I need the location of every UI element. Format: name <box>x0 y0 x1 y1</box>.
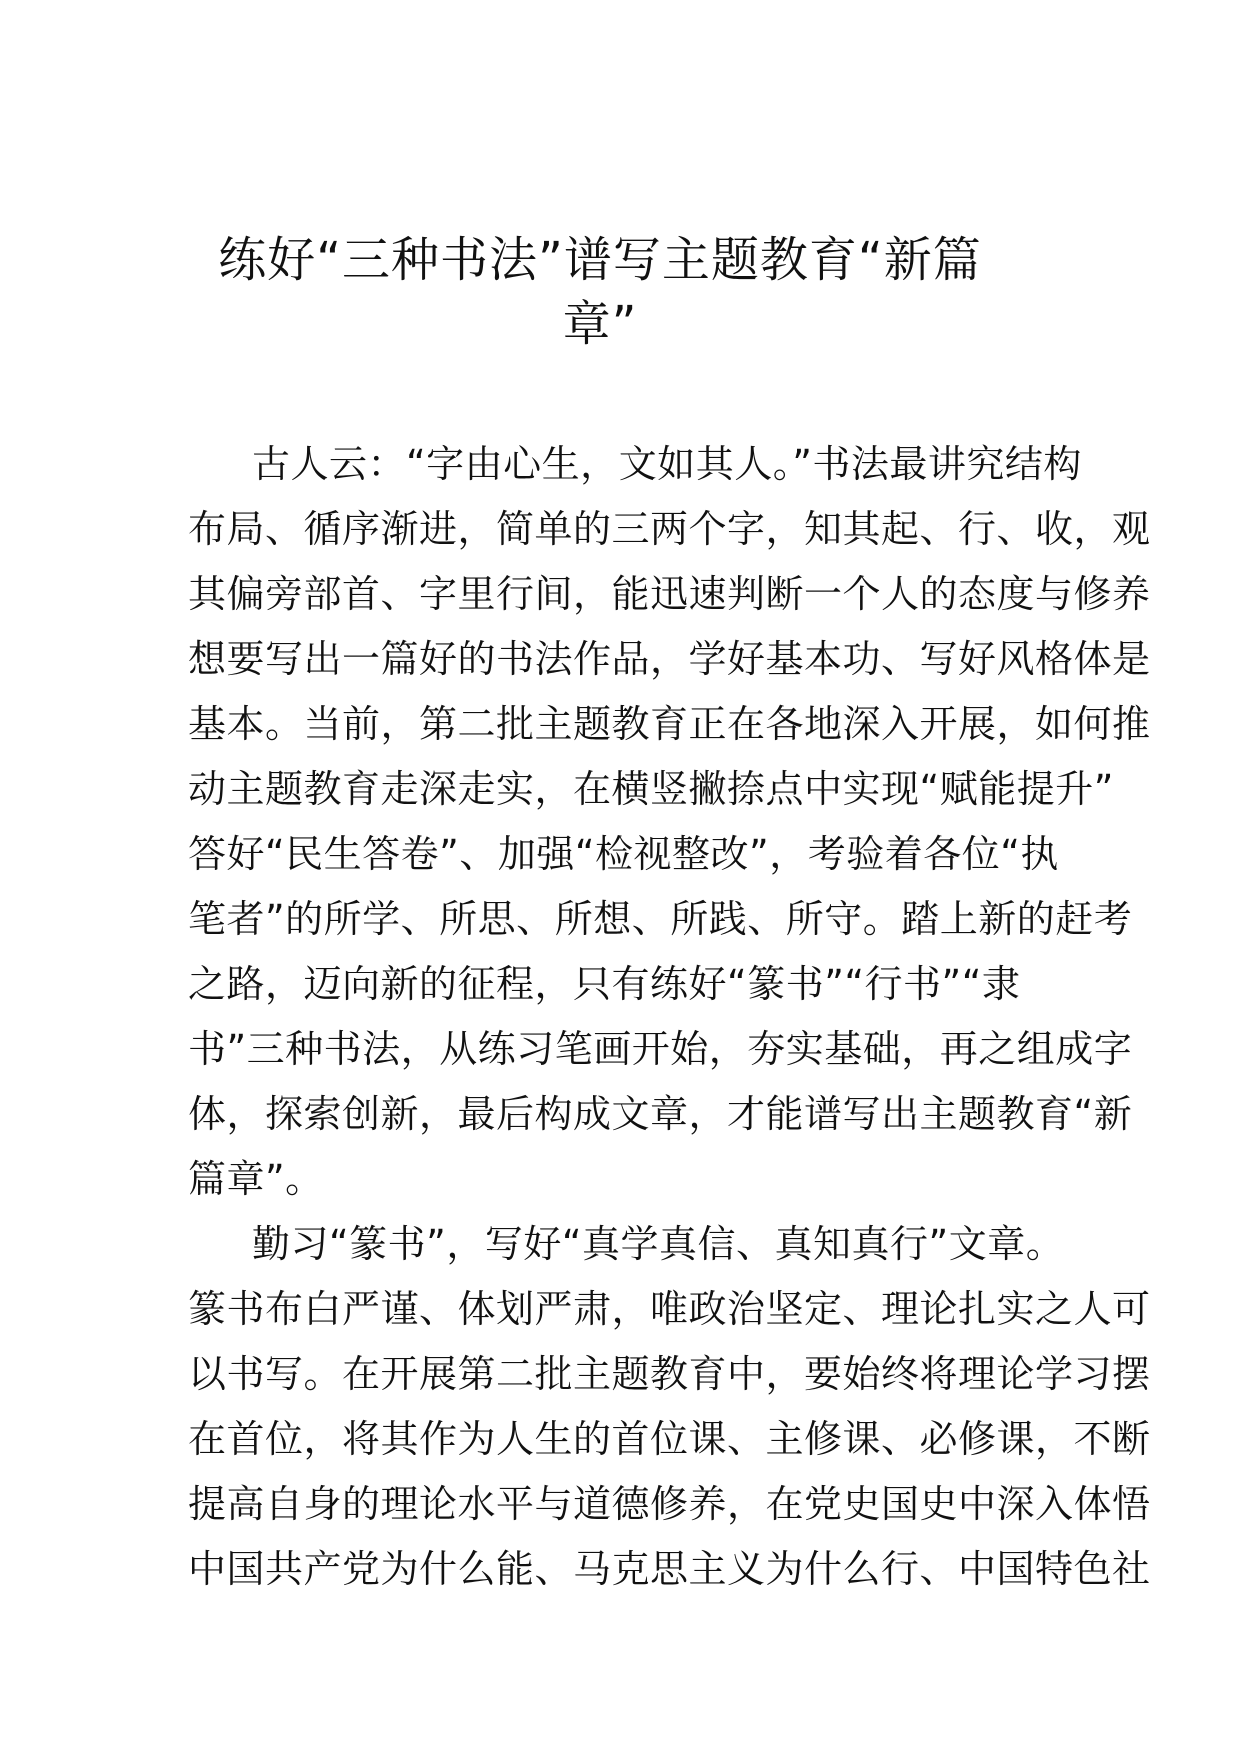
paragraph-line: 体，探索创新，最后构成文章，才能谱写出主题教育“新 <box>188 1092 1133 1136</box>
paragraph-line: 提高自身的理论水平与道德修养，在党史国史中深入体悟 <box>188 1482 1151 1526</box>
paragraph-line: 布局、循序渐进，简单的三两个字，知其起、行、收，观 <box>188 507 1151 551</box>
paragraph-line: 以书写。在开展第二批主题教育中，要始终将理论学习摆 <box>188 1352 1151 1396</box>
paragraph-line: 动主题教育走深走实，在横竖撇捺点中实现“赋能提升” <box>188 767 1114 811</box>
paragraph-line: 篇章”。 <box>188 1157 324 1201</box>
title-line: 练好“三种书法”谱写主题教育“新篇 <box>218 232 982 288</box>
paragraph-line: 书”三种书法，从练习笔画开始，夯实基础，再之组成字 <box>188 1027 1133 1071</box>
paragraph-line: 想要写出一篇好的书法作品，学好基本功、写好风格体是 <box>188 637 1151 681</box>
paragraph-line: 在首位，将其作为人生的首位课、主修课、必修课，不断 <box>188 1417 1151 1461</box>
document-body <box>188 432 1151 1602</box>
paragraph-line: 答好“民生答卷”、加强“检视整改”，考验着各位“执 <box>188 832 1059 876</box>
paragraph <box>188 1212 1151 1602</box>
paragraph-line: 笔者”的所学、所思、所想、所践、所守。踏上新的赶考 <box>188 897 1133 941</box>
paragraph-line: 之路，迈向新的征程，只有练好“篆书”“行书”“隶 <box>188 962 1021 1006</box>
paragraph-line: 其偏旁部首、字里行间，能迅速判断一个人的态度与修养 <box>188 572 1151 616</box>
paragraph-line: 篆书布白严谨、体划严肃，唯政治坚定、理论扎实之人可 <box>188 1287 1151 1331</box>
paragraph <box>188 432 1151 1212</box>
paragraph-line: 古人云：“字由心生，文如其人。”书法最讲究结构 <box>252 442 1082 486</box>
paragraph-line: 勤习“篆书”，写好“真学真信、真知真行”文章。 <box>252 1222 1065 1266</box>
paragraph-line: 基本。当前，第二批主题教育正在各地深入开展，如何推 <box>188 702 1151 746</box>
title-line: 章” <box>562 296 638 352</box>
document-title <box>160 228 1040 356</box>
paragraph-line: 中国共产党为什么能、马克思主义为什么行、中国特色社 <box>188 1547 1151 1591</box>
